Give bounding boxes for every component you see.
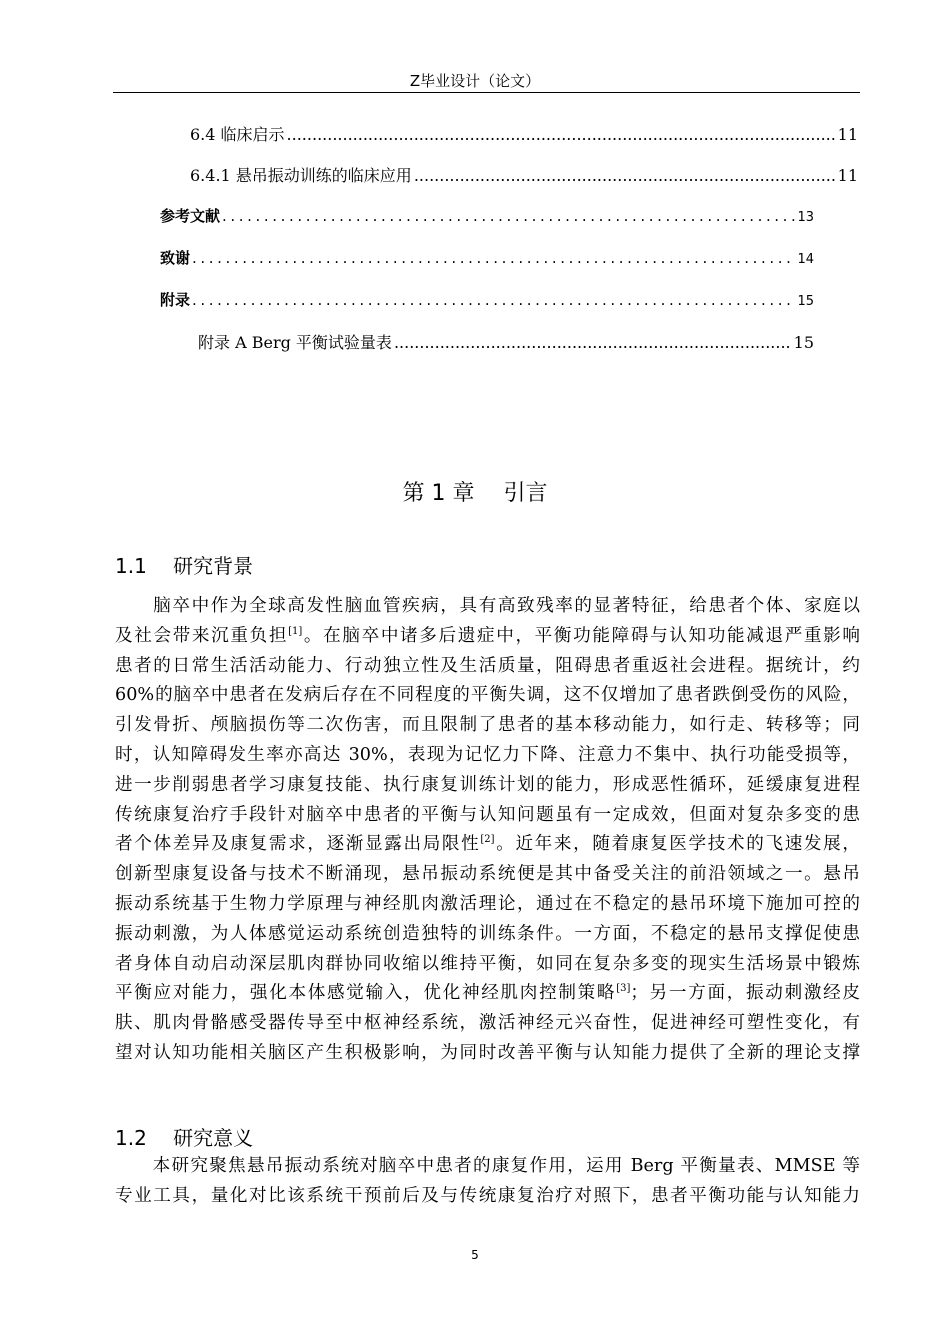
text-line: 者身体自动启动深层肌肉群协同收缩以维持平衡，如同在复杂多变的现实生活场景中锻炼 [115,953,860,974]
text-line: 振动刺激，为人体感觉运动系统创造独特的训练条件。一方面，不稳定的悬吊支撑促使患 [115,923,860,944]
toc-page: 14 [797,252,814,267]
toc-label: 6.4 临床启示 [190,125,285,144]
toc-entry[interactable] [160,247,814,268]
toc-page: 11 [837,166,858,185]
text-line: 望对认知功能相关脑区产生积极影响，为同时改善平衡与认知能力提供了全新的理论支撑 [115,1042,860,1063]
text-line: 60%的脑卒中患者在发病后存在不同程度的平衡失调，这不仅增加了患者跌倒受伤的风险， [115,685,860,706]
toc-page: 11 [837,125,858,144]
text-line: 传统康复治疗手段针对脑卒中患者的平衡与认知问题虽有一定成效，但面对复杂多变的患 [115,804,860,825]
citation[interactable]: [2] [480,834,495,846]
toc-leader [192,291,795,309]
toc-page: 15 [793,333,814,352]
toc-entry[interactable] [190,122,858,145]
toc-leader [414,166,836,185]
toc-label: 参考文献 [160,207,221,225]
text-span: 者个体差异及康复需求，逐渐显露出局限性 [115,834,481,855]
page-number: 5 [471,1248,479,1262]
text-line: 进一步削弱患者学习康复技能、执行康复训练计划的能力，形成恶性循环，延缓康复进程 [115,774,860,795]
text-line: 振动系统基于生物力学原理与神经肌肉激活理论，通过在不稳定的悬吊环境下施加可控的 [115,893,860,914]
toc-entry[interactable] [198,330,814,353]
toc-leader [394,333,792,352]
text-line [115,622,860,652]
running-header: Z毕业设计（论文） [409,72,541,90]
text-line: 脑卒中作为全球高发性脑血管疾病，具有高致残率的显著特征，给患者个体、家庭以 [115,596,860,616]
section-heading: 1.2 研究意义 [115,1126,254,1150]
text-line: 患者的日常生活活动能力、行动独立性及生活质量，阻碍患者重返社会进程。据统计，约 [115,655,860,676]
text-span: 。近年来，随着康复医学技术的飞速发展， [494,834,860,855]
citation[interactable]: [3] [616,983,631,995]
text-span: ；另一方面，振动刺激经皮 [630,983,860,1004]
text-line [115,830,860,860]
toc-entry[interactable] [160,289,814,310]
toc-leader [287,125,836,144]
toc-label: 6.4.1 悬吊振动训练的临床应用 [190,166,412,185]
text-line [115,979,860,1009]
text-span: 平衡应对能力，强化本体感觉输入，优化神经肌肉控制策略 [115,983,617,1004]
text-line: 专业工具，量化对比该系统干预前后及与传统康复治疗对照下，患者平衡功能与认知能力 [115,1185,860,1206]
text-line: 肤、肌肉骨骼感受器传导至中枢神经系统，激活神经元兴奋性，促进神经可塑性变化，有 [115,1013,860,1034]
section-heading: 1.1 研究背景 [115,554,254,578]
toc-leader [192,249,795,267]
text-line: 本研究聚焦悬吊振动系统对脑卒中患者的康复作用，运用 Berg 平衡量表、MMSE 等 [115,1156,860,1176]
toc-page: 13 [797,210,814,225]
toc-label: 附录 A Berg 平衡试验量表 [198,333,392,352]
chapter-title: 第 1 章 引言 [402,481,548,506]
text-line: 时，认知障碍发生率亦高达 30%，表现为记忆力下降、注意力不集中、执行功能受损等， [115,744,860,765]
text-span: 及社会带来沉重负担 [115,625,289,646]
toc-label: 附录 [160,291,191,309]
toc-entry[interactable] [160,205,814,226]
toc-entry[interactable] [190,163,858,186]
section-body [115,592,860,1069]
citation[interactable]: [1] [288,625,303,637]
toc-label: 致谢 [160,249,191,267]
toc-page: 15 [797,294,814,309]
header-rule [113,92,860,93]
text-line: 创新型康复设备与技术不断涌现，悬吊振动系统便是其中备受关注的前沿领域之一。悬吊 [115,864,860,885]
toc-leader [222,207,795,225]
section-body [115,1152,860,1212]
text-line: 引发骨折、颅脑损伤等二次伤害，而且限制了患者的基本移动能力，如行走、转移等；同 [115,715,860,736]
text-span: 。在脑卒中诸多后遗症中，平衡功能障碍与认知功能减退严重影响 [302,625,860,646]
